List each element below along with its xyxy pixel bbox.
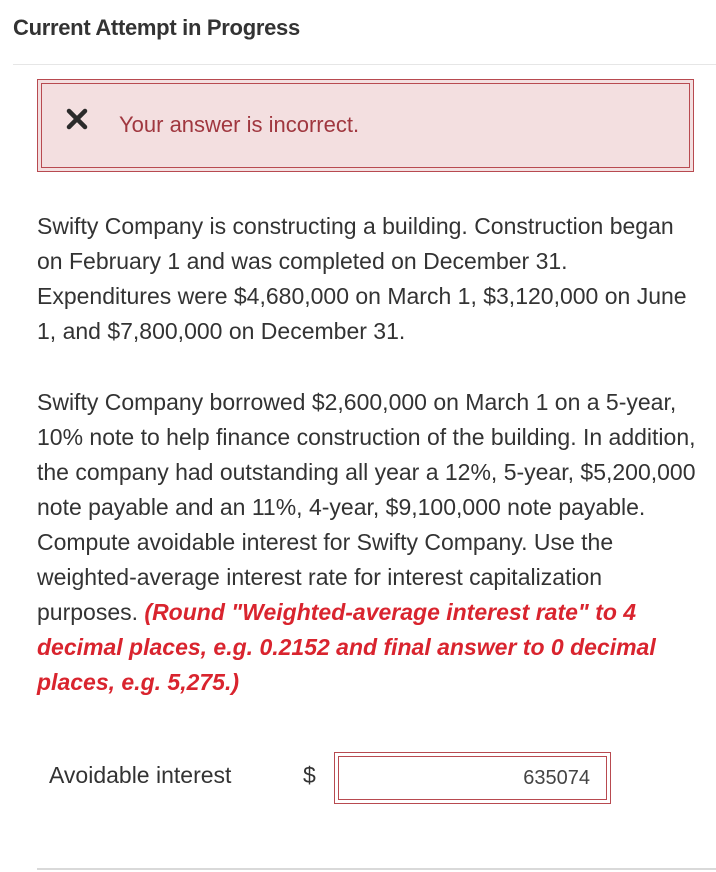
header-divider	[13, 64, 716, 65]
question-paragraph-1: Swifty Company is constructing a building. Construction began on February 1 and was completed on December 31. Expenditures were $4,680,000 on March 1, $3,120,000 on June 1, and $7,800,000 on December 31.	[37, 213, 687, 344]
page-title: Current Attempt in Progress	[13, 15, 300, 40]
feedback-banner	[37, 79, 694, 172]
avoidable-interest-input[interactable]	[334, 752, 611, 804]
rounding-instruction: (Round "Weighted-average interest rate" to 4 decimal places, e.g. 0.2152 and final answer to 0 decimal places, e.g. 5,275.)	[37, 599, 656, 695]
bottom-divider	[37, 868, 716, 870]
feedback-message: Your answer is incorrect.	[119, 112, 360, 137]
question-paragraph-2	[37, 385, 697, 700]
currency-symbol: $	[303, 762, 316, 788]
answer-label: Avoidable interest	[49, 762, 232, 788]
question-text: Swifty Company borrowed $2,600,000 on March 1 on a 5-year, 10% note to help finance construction of the building. In addition, the company had outstanding all year a 12%, 5-year, $5,200,000 note payable and an 11%, 4-year, $9,100,000 note payable. Compute avoidable interest for Swifty Company. Use the weighted-average interest rate for interest capitalization purposes.	[37, 389, 696, 625]
x-icon	[66, 108, 88, 130]
